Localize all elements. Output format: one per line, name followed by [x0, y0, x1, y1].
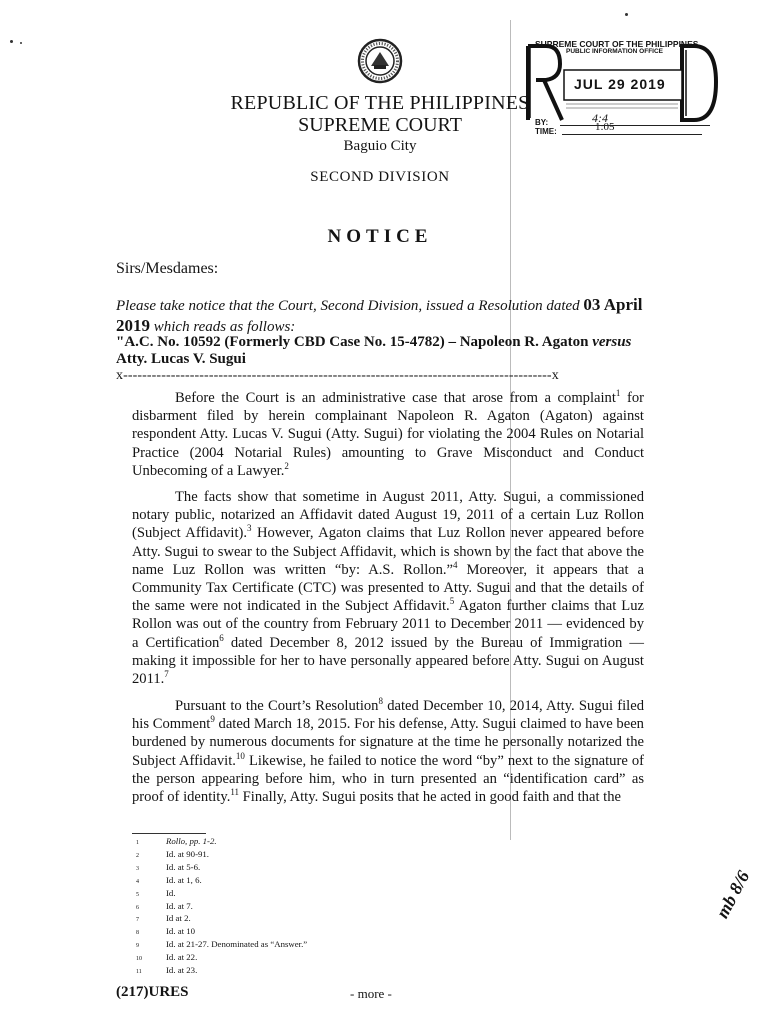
- footnote-text: Rollo, pp. 1-2.: [166, 836, 217, 846]
- footnote: [136, 888, 307, 901]
- salutation: Sirs/Mesdames:: [116, 260, 219, 277]
- footnote-number: 6: [136, 904, 139, 911]
- stamp-time-value: 1:05: [595, 121, 615, 133]
- footnote-ref: 2: [284, 460, 289, 471]
- footnote-text: Id. at 1, 6.: [166, 874, 202, 885]
- footnote-number: 8: [136, 930, 139, 937]
- footnote-text: Id.: [166, 887, 176, 898]
- footnote-ref: 1: [615, 388, 621, 399]
- footnote: [136, 965, 307, 978]
- p3-text-a: Pursuant to the Court’s Resolution: [175, 698, 379, 714]
- footnote-text: Id. at 21-27. Denominated as “Answer.”: [166, 939, 308, 950]
- footnote-ref: 6: [219, 632, 224, 643]
- footnote-text: Id. at 10: [166, 926, 196, 937]
- case-caption-versus: versus: [592, 334, 632, 350]
- stamp-by-line: [560, 125, 710, 126]
- footnote-number: 10: [136, 956, 142, 963]
- scan-speck: [10, 40, 13, 43]
- footnote-text: Id. at 90-91.: [166, 848, 209, 859]
- more-indicator: - more -: [350, 986, 392, 1001]
- footnote-text: Id. at 23.: [166, 965, 198, 976]
- stamp-subunit: PUBLIC INFORMATION OFFICE: [566, 48, 664, 55]
- intro-lead: Please take notice that the Court, Second Division, issued a Resolution dated: [116, 298, 584, 314]
- footnote-text: Id. at 22.: [166, 952, 198, 963]
- p2-text-d: Agaton further claims that Luz Rollon was out of the country from February 2011 to December 2011 — evidenced by a Certification: [132, 598, 644, 651]
- stamp-date: JUL 29 2019: [574, 76, 666, 92]
- footnote: [136, 875, 307, 888]
- footnote-ref: 8: [378, 696, 383, 707]
- p2-text-a: The facts show that sometime in August 2011, Atty. Sugui, a commissioned notary public, notarized an Affidavit dated August 19, 2011 of a certain Luz Rollon (Subject Affidavit).: [132, 489, 644, 542]
- footnote-text: Id at 2.: [166, 913, 191, 924]
- stamp-by-label: BY:: [535, 118, 549, 127]
- footnote: [136, 926, 307, 939]
- footnote-number: 2: [136, 852, 139, 859]
- p1-text-b: for disbarment filed by herein complainant Napoleon R. Agaton (Agaton) against respondent Atty. Lucas V. Sugui (Atty. Sugui) for violating the 2004 Rules on Notarial Practice (2004 Notarial Rules) amounting to Grave Misconduct and Conduct Unbecoming of a Lawyer.: [132, 390, 644, 479]
- paragraph-1: [132, 389, 644, 480]
- p1-text-a: Before the Court is an administrative case that arose from a complaint: [175, 390, 616, 406]
- stamp-office: SUPREME COURT OF THE PHILIPPINES: [535, 39, 699, 49]
- footnote: [136, 913, 307, 926]
- footnote-number: 3: [136, 865, 139, 872]
- division-heading: SECOND DIVISION: [310, 169, 450, 185]
- resolution-date: 03 April 2019: [116, 295, 643, 335]
- republic-heading: REPUBLIC OF THE PHILIPPINES: [230, 92, 530, 114]
- caption-separator: x------------------------------------------------------------------------------------------x: [116, 368, 559, 383]
- footnote: [136, 862, 307, 875]
- p2-text-c: Moreover, it appears that a Community Tax Certificate (CTC) was presented to Atty. Sugui and that the details of the same were not indicated in the Subject Affidavit.: [132, 561, 644, 615]
- footnote-rule: [132, 833, 206, 834]
- footnote-number: 9: [136, 943, 139, 950]
- p3-text-c: dated March 18, 2015. For his defense, Atty. Sugui claimed to have been burdened by numerous documents for signature at the time he personally notarized the Subject Affidavit.: [132, 716, 644, 769]
- footnote: [136, 849, 307, 862]
- city-heading: Baguio City: [343, 138, 417, 154]
- supreme-court-seal-icon: [357, 38, 403, 84]
- footnote: [136, 901, 307, 914]
- footnote: [136, 836, 307, 849]
- notice-title: NOTICE: [327, 226, 433, 247]
- scan-speck: [625, 13, 628, 16]
- p2-text-e: dated December 8, 2012 issued by the Bureau of Immigration — making it impossible for her to have personally appeared before Atty. Sugui on August 2011.: [132, 634, 644, 688]
- p3-text-d: Likewise, he failed to notice the word “by” next to the signature of the person appearing before him, who in turn presented an “identification card” as proof of identity.: [132, 752, 645, 806]
- intro-tail: which reads as follows:: [150, 319, 296, 335]
- footnote-number: 7: [136, 917, 139, 924]
- stamp-time-line: [562, 134, 702, 135]
- footnote-text: Id. at 5-6.: [166, 861, 201, 872]
- footnote-number: 1: [136, 840, 139, 846]
- paragraph-3: [132, 697, 644, 806]
- court-heading: SUPREME COURT: [298, 114, 462, 136]
- scan-speck: [20, 42, 22, 44]
- footnote-text: Id. at 7.: [166, 900, 193, 911]
- case-caption-title: "A.C. No. 10592 (Formerly CBD Case No. 15-4782) – Napoleon R. Agaton: [116, 334, 593, 350]
- handwritten-initials: mb 8/6: [712, 867, 754, 922]
- footnote: [136, 952, 307, 965]
- footnote-number: 4: [136, 878, 139, 885]
- stamp-initials: 4:4: [592, 111, 608, 125]
- footnote-number: 11: [136, 969, 142, 976]
- paragraph-2: [132, 488, 644, 688]
- p3-text-e: Finally, Atty. Sugui posits that he acted in good faith and that the: [239, 789, 621, 806]
- case-caption-respondent: Atty. Lucas V. Sugui: [116, 351, 246, 367]
- footnotes: [136, 836, 307, 978]
- ures-code: (217)URES: [116, 984, 189, 1000]
- footnote-ref: 4: [453, 559, 458, 570]
- footnote-ref: 11: [230, 787, 240, 798]
- footnote-number: 5: [136, 891, 139, 898]
- footnote-ref: 10: [235, 750, 245, 761]
- p3-text-b: dated December 10, 2014, Atty. Sugui filed his Comment: [132, 698, 644, 733]
- footnote: [136, 939, 307, 952]
- footnote-ref: 5: [449, 596, 455, 607]
- footnote-ref: 7: [164, 669, 169, 680]
- footnote-ref: 3: [247, 523, 252, 534]
- case-caption: [116, 334, 644, 368]
- footnote-ref: 9: [210, 714, 215, 725]
- stamp-time-label: TIME:: [535, 127, 557, 136]
- p2-text-b: However, Agaton claims that Luz Rollon never appeared before Atty. Sugui to swear to the Subject Affidavit, which is shown by the fact that above the name Luz Rollon was written “by: A.S. Rollon.”: [132, 525, 644, 578]
- intro-paragraph: [116, 295, 660, 337]
